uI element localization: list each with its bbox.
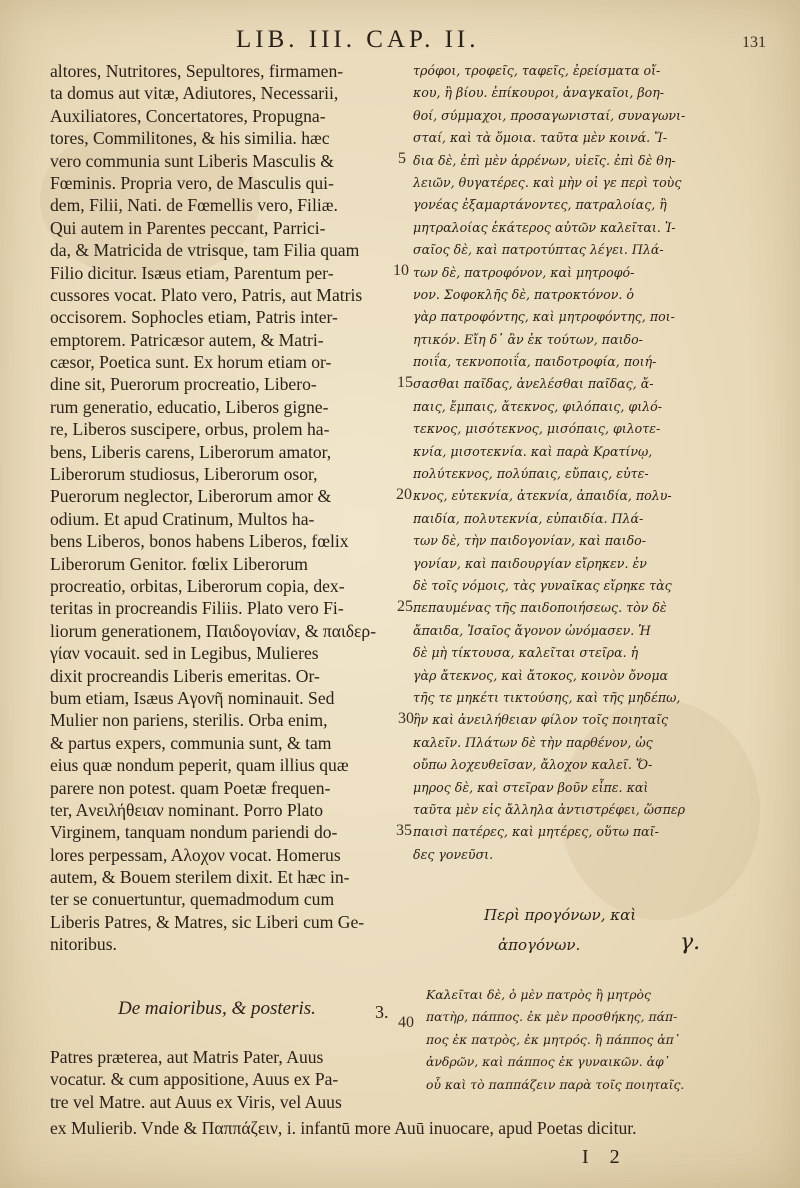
line-number: 40 <box>398 1014 414 1031</box>
greek-text-line: σταί, καὶ τὰ ὅμοια. ταῦτα μὲν κοινά. Ἴ- <box>413 130 667 146</box>
greek-text-line: των δὲ, τὴν παιδογονίαν, καὶ παιδο- <box>413 533 647 549</box>
latin-text-line: rum generatio, educatio, Liberos gigne- <box>50 396 329 417</box>
signature-mark: I 2 <box>582 1146 628 1168</box>
latin-text-line: tores, Commilitones, & his similia. hæc <box>50 128 330 149</box>
greek-text-line: ἀνδρῶν, καὶ πάππος ἐκ γυναικῶν. ἀφ᾽ <box>426 1054 670 1070</box>
latin-text-line: liorum generationem, Παιδογονίαν, & παιδερ- <box>50 620 377 641</box>
greek-text-line: δὲ τοῖς νόμοις, τὰς γυναῖκας εἴρηκε τὰς <box>413 577 672 593</box>
greek-text-line: οὗ καὶ τὸ παππάζειν παρὰ τοῖς ποιηταῖς. <box>426 1076 685 1092</box>
latin-text-line: teritas in procreandis Filiis. Plato vero Fi- <box>50 598 344 619</box>
latin-text-line: odium. Et apud Cratinum, Multos ha- <box>50 508 315 529</box>
latin-text-line: bens, Liberis carens, Liberorum amator, <box>50 441 332 462</box>
latin-text-line: vocatur. & cum appositione, Auus ex Pa- <box>50 1069 339 1090</box>
line-number: 15 <box>397 374 413 391</box>
greek-text-line: πατὴρ, πάππος. ἐκ μὲν προσθήκης, πάπ- <box>426 1009 678 1025</box>
latin-text-line: cæsor, Poetica sunt. Ex horum etiam or- <box>50 352 332 373</box>
latin-text-line: Fœminis. Propria vero, de Masculis qui- <box>50 172 334 193</box>
line-number: 10 <box>393 262 409 279</box>
latin-text-line: Liberorum Genitor. fœlix Liberorum <box>50 553 308 574</box>
greek-text-line: παισὶ πατέρες, καὶ μητέρες, οὕτω παῖ- <box>413 824 659 840</box>
greek-text-line: δες γονεῦσι. <box>413 846 494 862</box>
greek-text-line: γονέας ἐξαμαρτάνοντες, πατραλοίας, ἢ <box>413 197 667 213</box>
greek-text-line: δὲ μὴ τίκτουσα, καλεῖται στεῖρα. ἡ <box>413 645 639 661</box>
latin-text-line: Qui autem in Parentes peccant, Parrici- <box>50 217 326 238</box>
line-number: 35 <box>396 822 412 839</box>
greek-section-number: γ. <box>680 930 701 955</box>
line-number: 20 <box>396 486 412 503</box>
greek-text-line: τρόφοι, τροφεῖς, ταφεῖς, ἐρείσματα οἴ- <box>413 63 661 78</box>
greek-text-line: πεπαυμένας τῆς παιδοποιήσεως. τὸν δὲ <box>413 600 667 616</box>
greek-text-line: τεκνος, μισότεκνος, μισόπαις, φιλοτε- <box>413 421 661 437</box>
latin-text-line: Auxiliatores, Concertatores, Propugna- <box>50 105 326 126</box>
greek-text-line: των δὲ, πατροφόνον, καὶ μητροφό- <box>413 264 635 280</box>
latin-text-line: nitoribus. <box>50 934 117 955</box>
greek-text-line: ἄπαιδα, Ἰσαῖος ἄγονον ὠνόμασεν. Ἡ <box>413 622 651 638</box>
greek-text-line: κνία, μισοτεκνία. καὶ παρὰ Κρατίνῳ, <box>413 443 653 459</box>
greek-text-line: πολύτεκνος, πολύπαις, εὔπαις, εὐτε- <box>413 466 649 482</box>
greek-heading-line: ἀπογόνων. <box>498 936 581 954</box>
latin-text-line: dixit procreandis Liberis emeritas. Or- <box>50 665 320 686</box>
latin-section-text <box>50 1046 400 1113</box>
latin-text-line: emptorem. Patricæsor autem, & Matri- <box>50 329 324 350</box>
greek-text-line: μηρος δὲ, καὶ στεῖραν βοῦν εἶπε. καὶ <box>413 779 649 795</box>
latin-text-line: Liberorum studiosus, Liberorum osor, <box>50 464 318 485</box>
latin-text-line: altores, Nutritores, Sepultores, firmamen- <box>50 61 344 81</box>
page-header <box>236 26 766 56</box>
latin-section-number: 3. <box>375 1002 389 1022</box>
latin-text-line: ter se conuertuntur, quemadmodum cum <box>50 889 335 910</box>
latin-text-line: lores perpessam, Aλοχον vocat. Homerus <box>50 844 341 865</box>
greek-text-line: κνος, εὐτεκνία, ἀτεκνία, ἀπαιδία, πολυ- <box>413 488 672 504</box>
greek-text-line: νον. Σοφοκλῆς δὲ, πατροκτόνον. ὁ <box>413 286 634 302</box>
latin-text-line: da, & Matricida de vtrisque, tam Filia quam <box>50 240 360 261</box>
greek-text-line: μητραλοίας ἑκάτερος αὐτῶν καλεῖται. Ἰ- <box>413 219 676 235</box>
greek-text-line: ποιΐα, τεκνοποιΐα, παιδοτροφία, ποιή- <box>413 354 657 370</box>
latin-text-line: vero communia sunt Liberis Masculis & <box>50 150 334 171</box>
line-number: 5 <box>398 150 406 167</box>
greek-text-line: ταῦτα μὲν εἰς ἄλληλα ἀντιστρέφει, ὥσπερ <box>413 801 686 817</box>
latin-text-line: tre vel Matre. aut Auus ex Viris, vel Auus <box>50 1091 342 1112</box>
folio-number: 131 <box>742 34 766 51</box>
latin-text-line: Virginem, tanquam nondum pariendi do- <box>50 822 338 843</box>
latin-section-heading: De maioribus, & posteris. <box>118 998 316 1019</box>
greek-text-line: γονίαν, καὶ παιδουργίαν εἴρηκεν. ἐν <box>413 555 647 571</box>
greek-text-line: λειῶν, θυγατέρες. καὶ μὴν οἱ γε περὶ τοὺς <box>413 174 682 190</box>
line-number: 25 <box>397 598 413 615</box>
greek-heading-line: Περὶ προγόνων, καὶ <box>484 906 637 924</box>
greek-text-line: δια δὲ, ἐπὶ μὲν ἀρρένων, υἱεῖς. ἐπὶ δὲ θη- <box>413 152 676 168</box>
latin-text-line: dine sit, Puerorum procreatio, Libero- <box>50 374 317 395</box>
greek-text-line: ἣν καὶ ἀνειλήθειαν φίλον τοῖς ποιηταῖς <box>413 712 669 728</box>
greek-text-line: καλεῖν. Πλάτων δὲ τὴν παρθένον, ὡς <box>413 734 653 750</box>
greek-text-line: θοί, σύμμαχοι, προσαγωνισταί, συναγωνι- <box>413 107 686 123</box>
greek-section-text <box>426 984 786 1096</box>
latin-text-line: Mulier non pariens, sterilis. Orba enim, <box>50 710 328 731</box>
greek-text-line: σαῖος δὲ, καὶ πατροτύπτας λέγει. Πλά- <box>413 242 664 258</box>
greek-text-line: σασθαι παῖδας, ἀνελέσθαι παῖδας, ἄ- <box>413 376 654 392</box>
greek-text-line: παιδία, πολυτεκνία, εὐπαιδία. Πλά- <box>413 510 644 526</box>
latin-text-line: ta domus aut vitæ, Adiutores, Necessarii, <box>50 83 339 104</box>
latin-text-line: parere non potest. quam Poetæ frequen- <box>50 777 331 798</box>
full-width-line: ex Mulierib. Vnde & Παππάζειν, i. infantū more Auū inuocare, apud Poetas dicitur. <box>50 1118 637 1138</box>
latin-text-line: γίαν vocauit. sed in Legibus, Mulieres <box>50 643 319 664</box>
latin-text-line: autem, & Bouem sterilem dixit. Et hæc in- <box>50 867 350 888</box>
latin-text-line: bum etiam, Isæus Aγονῆ nominauit. Sed <box>50 687 335 708</box>
latin-text-line: & partus expers, communia sunt, & tam <box>50 732 332 753</box>
line-number: 30 <box>398 710 414 727</box>
latin-text-line: ter, Aνειλήθειαν nominant. Porro Plato <box>50 799 324 820</box>
greek-text-line: κου, ἢ βίου. ἐπίκουροι, ἀναγκαῖοι, βοη- <box>413 85 664 101</box>
latin-text-line: Liberis Patres, & Matres, sic Liberi cum Ge- <box>50 911 365 932</box>
running-head: LIB. III. CAP. II. <box>236 26 480 53</box>
latin-text-line: bens Liberos, bonos habens Liberos, fœlix <box>50 531 349 552</box>
latin-text-line: dem, Filii, Nati. de Fœmellis vero, Filiæ. <box>50 195 338 216</box>
greek-text-line: οὔπω λοχευθεῖσαν, ἄλοχον καλεῖ. Ὅ- <box>413 757 653 773</box>
latin-text-line: cussores vocat. Plato vero, Patris, aut Matris <box>50 284 363 305</box>
greek-text-line: ητικόν. Εἴη δ᾽ ἂν ἐκ τούτων, παιδο- <box>413 331 643 347</box>
latin-text-line: Puerorum neglector, Liberorum amor & <box>50 486 332 507</box>
latin-column <box>50 60 390 956</box>
greek-text-line: Καλεῖται δὲ, ὁ μὲν πατρὸς ἢ μητρὸς <box>426 987 651 1002</box>
greek-text-line: γὰρ ἄτεκνος, καὶ ἄτοκος, κοινὸν ὄνομα <box>413 667 669 683</box>
latin-text-line: re, Liberos suscipere, orbus, prolem ha- <box>50 419 330 440</box>
greek-text-line: γὰρ πατροφόντης, καὶ μητροφόντης, ποι- <box>413 309 675 325</box>
latin-text-line: Patres præterea, aut Matris Pater, Auus <box>50 1047 324 1067</box>
latin-text-line: eius quæ nondum peperit, quam illius quæ <box>50 755 349 776</box>
latin-text-line: occisorem. Sophocles etiam, Patris inter- <box>50 307 338 328</box>
greek-text-line: τῆς τε μηκέτι τικτούσης, καὶ τῆς μηδέπω, <box>413 689 681 705</box>
greek-text-line: πος ἐκ πατρὸς, ἐκ μητρός. ἢ πάππος ἀπ᾽ <box>426 1031 680 1047</box>
latin-text-line: Filio dicitur. Isæus etiam, Parentum per- <box>50 262 334 283</box>
greek-text-line: παις, ἔμπαις, ἄτεκνος, φιλόπαις, φιλό- <box>413 398 662 414</box>
latin-text-line: procreatio, orbitas, Liberorum copia, dex- <box>50 575 345 596</box>
greek-column <box>413 60 783 866</box>
